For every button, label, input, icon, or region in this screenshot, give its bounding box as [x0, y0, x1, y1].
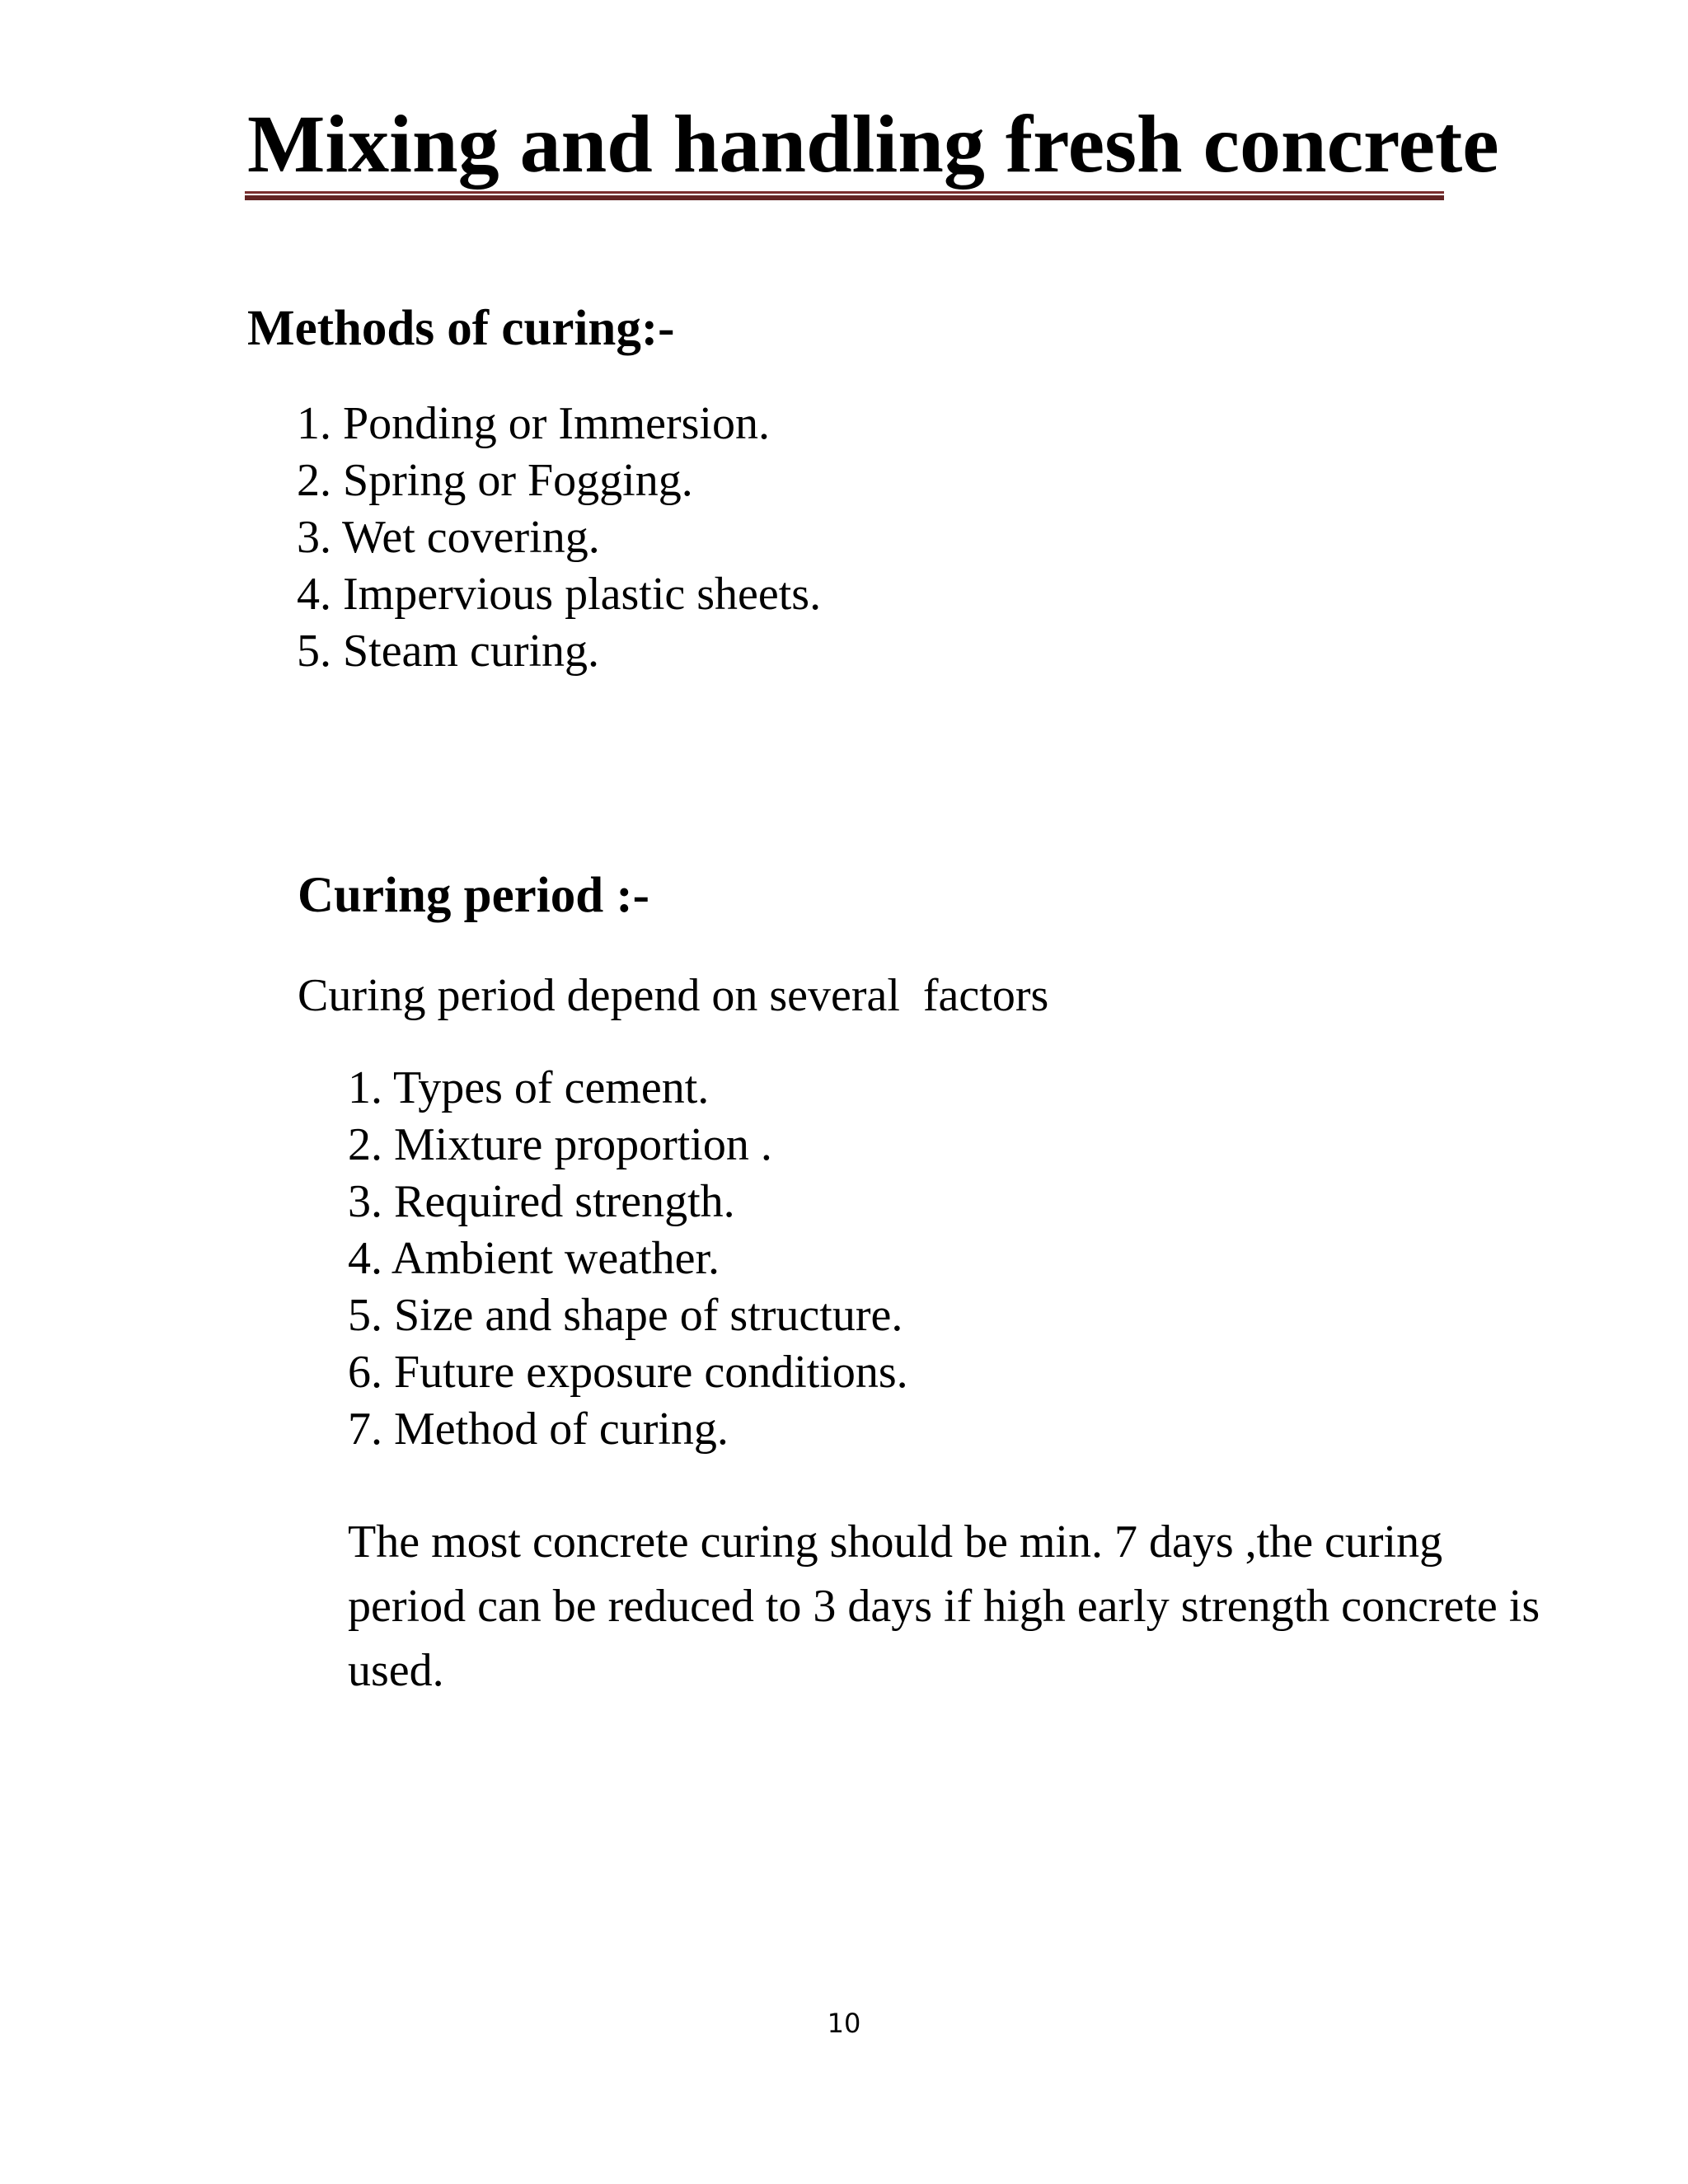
factors-list-item: 6. Future exposure conditions. — [348, 1347, 908, 1398]
methods-list — [297, 396, 821, 680]
title-underline-thick — [245, 195, 1444, 200]
curing-period-intro: Curing period depend on several factors — [298, 970, 1049, 1021]
methods-list-item: 5. Steam curing. — [297, 626, 600, 677]
page-title: Mixing and handling fresh concrete — [247, 98, 1499, 190]
factors-list-item: 1. Types of cement. — [348, 1062, 710, 1113]
curing-period-heading: Curing period :- — [298, 868, 649, 923]
factors-list-item: 2. Mixture proportion . — [348, 1119, 772, 1170]
methods-list-item: 3. Wet covering. — [297, 512, 600, 563]
curing-note-paragraph: The most concrete curing should be min. 7 days ,the curing period can be reduced to 3 days if high early strength concrete is used. — [348, 1516, 1540, 1696]
factors-list-item: 5. Size and shape of structure. — [348, 1290, 903, 1341]
factors-list — [348, 1060, 908, 1458]
title-underline-thin — [245, 191, 1444, 194]
methods-heading: Methods of curing:- — [247, 301, 675, 356]
title-underline — [245, 191, 1444, 201]
factors-list-item: 7. Method of curing. — [348, 1404, 729, 1455]
methods-list-item: 1. Ponding or Immersion. — [297, 398, 770, 449]
methods-list-item: 4. Impervious plastic sheets. — [297, 569, 822, 620]
page-number: 10 — [827, 2008, 861, 2039]
factors-list-item: 3. Required strength. — [348, 1176, 735, 1227]
methods-list-item: 2. Spring or Fogging. — [297, 455, 693, 506]
factors-list-item: 4. Ambient weather. — [348, 1233, 720, 1284]
